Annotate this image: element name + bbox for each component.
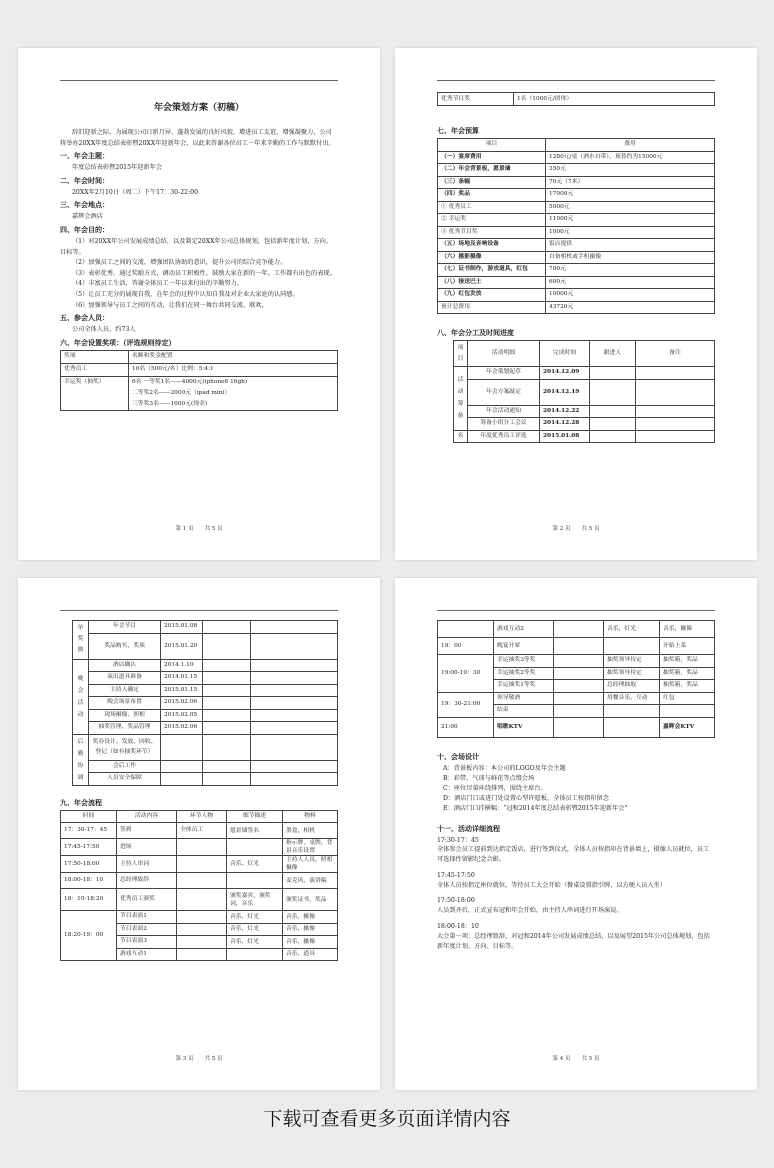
table-cell: 项目 xyxy=(438,139,546,152)
table-cell: 时间 xyxy=(61,810,117,823)
table-cell: （六）摄影摄像 xyxy=(438,251,546,264)
table-row xyxy=(438,176,715,189)
table-cell: 节目表演3 xyxy=(117,936,177,949)
table-cell: 幸运抽奖2等奖 xyxy=(494,667,554,680)
table-row xyxy=(61,889,338,911)
table-row xyxy=(61,839,338,856)
table-cell xyxy=(636,430,715,443)
table-cell xyxy=(161,734,203,760)
page-footer: 第 4 页 共 5 页 xyxy=(552,1056,600,1062)
table-cell: 主持人确定 xyxy=(89,684,161,697)
table-cell xyxy=(554,667,604,680)
table-cell: （七）证书制作，游戏道具，红包 xyxy=(438,264,546,277)
table-cell: 18：10-18:20 xyxy=(61,889,117,911)
table-cell: 幸运奖（抽奖） xyxy=(61,376,129,410)
table-row xyxy=(61,856,338,873)
table-cell: 单奖励 xyxy=(73,621,89,660)
table-row xyxy=(438,717,715,737)
table-cell: 全体员工 xyxy=(177,823,227,839)
table-cell: 费用 xyxy=(546,139,715,152)
section-heading: 六、年会设置奖项：（评选规则待定） xyxy=(60,337,176,347)
table-row xyxy=(438,692,715,705)
table-cell: 抽奖领导待定 xyxy=(604,667,660,680)
table-cell xyxy=(203,672,251,685)
table-cell: 奖项 xyxy=(61,350,129,363)
table-cell: 名 xyxy=(454,430,468,443)
table-cell: 环节人物 xyxy=(177,810,227,823)
table-cell: 18:20-19：00 xyxy=(61,911,117,961)
list-item: C：座位尽量环绕排列，围绕主席台。 xyxy=(443,784,547,792)
goal-item: （1）对20XX年公司发展成绩总结，以及制定20XX年公司总体规划，包括新年度计划、方向、目标等。 xyxy=(60,237,333,256)
table-row xyxy=(73,697,338,710)
table-cell xyxy=(251,684,338,697)
table-row xyxy=(73,734,338,760)
table-cell: 自备相机或手机摄像 xyxy=(546,251,715,264)
table-cell: 颁奖证书，奖品 xyxy=(283,889,338,911)
table-row xyxy=(73,722,338,735)
table-cell: （二）年会背景板，愿景墙 xyxy=(438,164,546,177)
table-row xyxy=(61,911,338,924)
table-cell xyxy=(203,734,251,760)
section-heading: 十一、活动详细流程 xyxy=(437,823,500,833)
table-cell: 晚会场景布置 xyxy=(89,697,161,710)
table-cell: 6名 一等奖1名——4000元(iphone6 16gb) 二等奖2名——2000元（ipad mini） 三等奖3名——1000元(现金) xyxy=(129,376,338,410)
table-cell: （四）奖品 xyxy=(438,189,546,202)
goal-item: （4）丰富员工生活，答谢全体员工一年以来付出的辛勤努力。 xyxy=(72,280,243,288)
table-cell: 饭店提供 xyxy=(546,239,715,252)
table-row xyxy=(454,405,715,418)
table-cell: 21:00 xyxy=(438,717,494,737)
page-footer: 第 1 页 共 5 页 xyxy=(175,526,223,532)
table-cell xyxy=(203,697,251,710)
table-row xyxy=(61,350,338,363)
table-cell: 抽奖箱，奖品 xyxy=(660,680,715,693)
table-cell xyxy=(177,911,227,924)
table-cell: 18:00-18：10 xyxy=(61,873,117,889)
table-cell: 17:50-18:00 xyxy=(61,856,117,873)
list-item: 大会第一项：总经理致辞，对冠和2014年公司发展成绩总结，以及展望2015年公司总体规划，包括新年度计划、方向、目标等。 xyxy=(437,932,710,950)
table-cell xyxy=(554,717,604,737)
list-item: 全体人员按指定座位就位，等待员工大会开始（餐桌设置指引牌，以方便人员入坐） xyxy=(437,881,666,889)
table-cell xyxy=(177,889,227,911)
award-table-continued xyxy=(437,92,715,106)
table-cell: 游戏互动1 xyxy=(117,948,177,961)
table-cell: 19：00 xyxy=(438,638,494,655)
table-cell: 奖券设计、发放、回收、登记（如有抽奖环节） xyxy=(89,734,161,760)
table-cell: 350元 xyxy=(546,164,715,177)
table-cell xyxy=(554,638,604,655)
table-cell: 晚宴开席 xyxy=(494,638,554,655)
table-row xyxy=(454,418,715,431)
table-cell: 演出道具准备 xyxy=(89,672,161,685)
table-cell: 音乐，摄像 xyxy=(283,911,338,924)
list-item: 人员到齐后，正式宣布冠和年会开始，由主持人串词进行开场演说。 xyxy=(437,907,623,915)
table-cell: 2015.02.06 xyxy=(161,722,203,735)
table-row xyxy=(438,139,715,152)
section-heading: 九、年会流程 xyxy=(60,797,102,807)
table-cell: 2015.01.20 xyxy=(161,633,203,659)
table-cell: 音乐，摄像 xyxy=(283,936,338,949)
table-cell xyxy=(590,405,636,418)
table-cell xyxy=(203,684,251,697)
page-footer: 第 2 页 共 5 页 xyxy=(552,526,600,532)
table-cell xyxy=(177,873,227,889)
table-cell: 颁奖嘉宾，颁奖词，音乐 xyxy=(227,889,283,911)
table-cell xyxy=(203,659,251,672)
table-cell: 幸运抽奖3等奖 xyxy=(494,655,554,668)
header-rule xyxy=(60,80,338,81)
section-text: 嘉辉会酒店 xyxy=(72,213,103,221)
table-cell: 抽奖箱，奖品 xyxy=(660,655,715,668)
table-cell xyxy=(660,705,715,718)
table-cell: （一）宴席费用 xyxy=(438,151,546,164)
table-cell: 2014.12.28 xyxy=(540,418,590,431)
table-cell: 19:00-19：30 xyxy=(438,655,494,693)
section-heading: 八、年会分工及时间进度 xyxy=(437,328,514,337)
table-row xyxy=(438,638,715,655)
table-cell: 抽奖领导待定 xyxy=(604,655,660,668)
table-cell: ③ 优秀节目奖 xyxy=(438,226,546,239)
list-item: A：背景板内容：本公司的LOGO及年会主题 xyxy=(443,764,566,772)
table-cell: （八）接送巴士 xyxy=(438,276,546,289)
table-cell: ① 优秀员工 xyxy=(438,201,546,214)
table-row xyxy=(438,264,715,277)
table-cell: 1000元 xyxy=(546,226,715,239)
section-heading: 十、会场设计 xyxy=(437,751,479,761)
table-cell xyxy=(251,621,338,634)
table-cell: 预计总费用 xyxy=(438,301,546,314)
header-rule xyxy=(60,610,338,611)
table-cell: 43720元 xyxy=(546,301,715,314)
table-cell xyxy=(251,697,338,710)
table-cell: 2015.01.15 xyxy=(161,684,203,697)
list-item: 全体参会员工提前到达指定饭店，进行签到仪式，全体人员按指印在背景墙上，摄像人员就位，员工可选择性留影纪念合影。 xyxy=(437,846,710,864)
table-cell: 2015.02.06 xyxy=(161,697,203,710)
table-row xyxy=(438,276,715,289)
table-cell: 节目表演2 xyxy=(117,923,177,936)
table-cell: ② 幸运奖 xyxy=(438,214,546,227)
header-rule xyxy=(437,610,715,611)
table-cell xyxy=(554,680,604,693)
table-cell: 酒店确认 xyxy=(89,659,161,672)
table-cell: 进场 xyxy=(117,839,177,856)
section-heading: 五、参会人员： xyxy=(60,313,109,323)
goal-item: （2）加强员工之间的交流，增强团队协助的意识，提升公司的综合竞争能力。 xyxy=(72,259,287,267)
table-cell xyxy=(251,722,338,735)
table-row xyxy=(73,709,338,722)
table-cell xyxy=(636,367,715,380)
table-cell xyxy=(554,705,604,718)
table-cell xyxy=(203,760,251,773)
table-cell: 700元 xyxy=(546,264,715,277)
table-cell: 2014.1.10 xyxy=(161,659,203,672)
table-row xyxy=(61,873,338,889)
table-row xyxy=(438,239,715,252)
table-cell: 备注 xyxy=(636,341,715,367)
table-cell: 11000元 xyxy=(546,214,715,227)
table-cell: 总经理致辞 xyxy=(117,873,177,889)
table-row xyxy=(438,164,715,177)
table-cell: 愿景墙签名 xyxy=(227,823,283,839)
table-row xyxy=(438,289,715,302)
table-cell xyxy=(161,760,203,773)
table-row xyxy=(438,189,715,202)
table-row xyxy=(61,376,338,410)
table-cell: 主持人人员，照相摄像 xyxy=(283,856,338,873)
table-cell: 墨盒，相机 xyxy=(283,823,338,839)
table-row xyxy=(438,93,715,106)
table-cell: 音乐，摄像 xyxy=(283,923,338,936)
table-cell: 2014.12.09 xyxy=(540,367,590,380)
award-table xyxy=(60,350,338,411)
page-title: 年会策划方案（初稿） xyxy=(153,103,244,113)
download-caption: 下载可查看更多页面详情内容 xyxy=(263,1108,511,1130)
table-cell: 10000元 xyxy=(546,289,715,302)
table-cell xyxy=(203,633,251,659)
budget-table xyxy=(437,138,715,314)
section-heading: 三、年会地点： xyxy=(60,200,109,210)
table-cell: 麦克风，演讲稿 xyxy=(283,873,338,889)
table-cell xyxy=(590,379,636,405)
section-heading: 二、年会时间： xyxy=(60,175,109,185)
table-cell xyxy=(251,760,338,773)
table-cell: （九）红包发放 xyxy=(438,289,546,302)
table-cell xyxy=(590,367,636,380)
table-cell: 年会活动通知 xyxy=(468,405,540,418)
flow-table-continued xyxy=(437,620,715,738)
table-cell: 开始上菜 xyxy=(660,638,715,655)
table-cell xyxy=(203,773,251,786)
table-cell: 600元 xyxy=(546,276,715,289)
page-3 xyxy=(18,578,380,1090)
table-cell: 物料 xyxy=(283,810,338,823)
table-cell xyxy=(604,705,660,718)
intro-paragraph: 辞旧迎新之际，为展现公司日新月异、蓬勃发展的良好风貌，增进员工友谊、增强凝聚力，公司将举办20XX年度总结表彰暨20XX年迎新年会，以此来答谢各位员工一年来辛勤的工作与默默付出。 xyxy=(60,129,335,147)
time-label: 17:30-17：45 xyxy=(437,836,479,844)
table-cell xyxy=(251,672,338,685)
section-heading: 一、年会主题： xyxy=(60,151,109,161)
table-cell: 年度优秀员工评选 xyxy=(468,430,540,443)
table-cell: 唱歌KTV xyxy=(494,717,554,737)
list-item: B：彩带、气球与鲜花等点缀会场 xyxy=(443,774,535,782)
section-text: 年度总结表彰暨2015年迎新年会 xyxy=(72,164,162,172)
table-cell: 项目 xyxy=(454,341,468,367)
detail-list xyxy=(437,836,715,952)
table-cell: 2014.12.19 xyxy=(540,379,590,405)
table-cell: 音乐，灯光 xyxy=(227,911,283,924)
table-cell: 17000元 xyxy=(546,189,715,202)
table-cell: 音乐，灯光 xyxy=(227,923,283,936)
table-cell: 人员安全保障 xyxy=(89,773,161,786)
table-cell xyxy=(227,839,283,856)
table-cell xyxy=(227,948,283,961)
table-cell: 游戏互动2 xyxy=(494,621,554,638)
table-row xyxy=(454,430,715,443)
flow-table xyxy=(60,810,338,962)
table-cell: 签到 xyxy=(117,823,177,839)
table-cell: 名额和奖金配置 xyxy=(129,350,338,363)
table-row xyxy=(73,760,338,773)
table-row xyxy=(454,379,715,405)
table-cell xyxy=(177,923,227,936)
table-row xyxy=(438,251,715,264)
table-cell: 优秀员工颁奖 xyxy=(117,889,177,911)
page-4 xyxy=(395,578,757,1090)
table-cell: 2014.01.15 xyxy=(161,672,203,685)
table-cell: 嘉辉会KTV xyxy=(660,717,715,737)
page-footer: 第 3 页 共 5 页 xyxy=(175,1056,223,1062)
table-cell: 完成时间 xyxy=(540,341,590,367)
table-cell: 指示牌，桌牌，背景音乐设置 xyxy=(283,839,338,856)
table-row xyxy=(73,773,338,786)
table-cell: 年会策划起草 xyxy=(468,367,540,380)
table-row xyxy=(438,621,715,638)
table-row xyxy=(438,214,715,227)
table-cell: 17:45-17:50 xyxy=(61,839,117,856)
section-heading: 四、年会目的： xyxy=(60,224,109,234)
table-cell xyxy=(590,430,636,443)
list-item: E：酒店门口挂横幅：“冠和2014年度总结表彰暨2015年迎新年会” xyxy=(443,804,628,812)
table-cell xyxy=(177,936,227,949)
table-row xyxy=(438,301,715,314)
table-cell: 19：30-21:00 xyxy=(438,692,494,717)
table-cell: 用餐音乐，互动 xyxy=(604,692,660,705)
table-cell: 幸运抽奖1等奖 xyxy=(494,680,554,693)
table-row xyxy=(61,363,338,376)
table-cell xyxy=(251,709,338,722)
table-row xyxy=(61,810,338,823)
table-cell xyxy=(554,655,604,668)
table-cell: 年会节目 xyxy=(89,621,161,634)
table-row xyxy=(61,823,338,839)
table-cell xyxy=(438,621,494,638)
table-cell xyxy=(636,405,715,418)
table-cell: 1280元/桌（酒水自带），预算约为15000元 xyxy=(546,151,715,164)
design-list xyxy=(437,764,715,814)
section-text: 公司全体人员，约73人 xyxy=(72,326,136,334)
table-cell: 70元（7米） xyxy=(546,176,715,189)
table-cell: 领导敬酒 xyxy=(494,692,554,705)
table-cell: 1名（1000元/团体） xyxy=(514,93,715,106)
table-cell xyxy=(177,839,227,856)
table-cell: 总经理抽取 xyxy=(604,680,660,693)
page-1 xyxy=(18,48,380,560)
table-cell: 晚会活动 xyxy=(73,659,89,734)
time-label: 17:45-17:50 xyxy=(437,871,475,879)
table-cell xyxy=(554,692,604,705)
table-cell xyxy=(636,379,715,405)
table-cell xyxy=(604,638,660,655)
table-cell xyxy=(251,773,338,786)
table-cell xyxy=(177,948,227,961)
table-cell: 会后工作 xyxy=(89,760,161,773)
table-cell: 音乐，道具 xyxy=(283,948,338,961)
table-row xyxy=(73,621,338,634)
table-cell xyxy=(604,717,660,737)
table-cell: 后勤协调 xyxy=(73,734,89,785)
table-cell: 主持人串词 xyxy=(117,856,177,873)
header-rule xyxy=(437,80,715,81)
table-cell: （五）场地及音响设备 xyxy=(438,239,546,252)
page-2 xyxy=(395,48,757,560)
time-label: 18:00-18：10 xyxy=(437,923,479,931)
table-row xyxy=(73,684,338,697)
goal-item: （5）让员工充分的展现自我，在年会的过程中认知自我及对企业大家庭的认同感。 xyxy=(72,290,299,298)
table-cell: 现场摄像、照相 xyxy=(89,709,161,722)
table-cell xyxy=(177,856,227,873)
table-cell: 节目表演1 xyxy=(117,911,177,924)
table-cell xyxy=(227,873,283,889)
table-cell: 年会方案敲定 xyxy=(468,379,540,405)
table-cell xyxy=(161,773,203,786)
table-cell xyxy=(251,633,338,659)
table-cell: 跟进人 xyxy=(590,341,636,367)
table-cell: 筹备小组分工会议 xyxy=(468,418,540,431)
table-cell: 优秀员工 xyxy=(61,363,129,376)
goal-item: （3）表彰优秀，通过奖励方式，调动员工积极性，鼓励大家在新的一年，工作都有出色的表现。 xyxy=(72,269,336,277)
table-cell: 2014.12.22 xyxy=(540,405,590,418)
table-cell: 细节描述 xyxy=(227,810,283,823)
table-cell xyxy=(636,418,715,431)
table-cell: 音乐，摄像 xyxy=(660,621,715,638)
goal-item: （6）加强领导与员工之间的互动，让我们在同一舞台共同交流、联欢。 xyxy=(72,301,268,309)
table-row xyxy=(73,659,338,672)
table-cell: 活动明细 xyxy=(468,341,540,367)
table-cell: 抽奖管理、奖品管理 xyxy=(89,722,161,735)
table-cell: 音乐，灯光 xyxy=(227,936,283,949)
table-cell: 活动筹备 xyxy=(454,367,468,431)
table-cell xyxy=(554,621,604,638)
table-row xyxy=(438,201,715,214)
table-cell: 音乐，灯光 xyxy=(604,621,660,638)
table-cell: 2015.01.08 xyxy=(161,621,203,634)
table-cell: 抽奖箱，奖品 xyxy=(660,667,715,680)
table-cell: 活动内容 xyxy=(117,810,177,823)
table-cell: 2015.02.05 xyxy=(161,709,203,722)
table-cell: 奖品购买、奖项 xyxy=(89,633,161,659)
schedule-table-continued xyxy=(72,620,338,786)
table-cell: 17：30-17：45 xyxy=(61,823,117,839)
table-row xyxy=(73,633,338,659)
table-cell: 红包 xyxy=(660,692,715,705)
table-cell xyxy=(590,418,636,431)
table-row xyxy=(438,151,715,164)
table-cell xyxy=(251,659,338,672)
schedule-table xyxy=(453,340,715,443)
table-cell: 音乐、灯光 xyxy=(227,856,283,873)
time-label: 17:50-18:00 xyxy=(437,897,475,905)
table-cell xyxy=(203,709,251,722)
table-cell: 10名（500元/名）比例：5:4:1 xyxy=(129,363,338,376)
table-row xyxy=(438,226,715,239)
table-cell: 5000元 xyxy=(546,201,715,214)
table-row xyxy=(454,367,715,380)
section-heading: 七、年会预算 xyxy=(437,126,479,135)
table-row xyxy=(454,341,715,367)
table-row xyxy=(438,655,715,668)
table-cell: 结束 xyxy=(494,705,554,718)
section-text: 20XX年2月10日（周二）下午17：30-22:00 xyxy=(72,188,199,196)
table-cell: 优秀节目奖 xyxy=(438,93,514,106)
list-item: D：酒店门口或进门处设置心型许愿板，全体员工按指印留念 xyxy=(443,794,609,802)
table-row xyxy=(73,672,338,685)
table-cell xyxy=(251,734,338,760)
table-cell: （三）条幅 xyxy=(438,176,546,189)
table-cell xyxy=(203,722,251,735)
table-cell xyxy=(203,621,251,634)
table-cell: 2015.01.08 xyxy=(540,430,590,443)
